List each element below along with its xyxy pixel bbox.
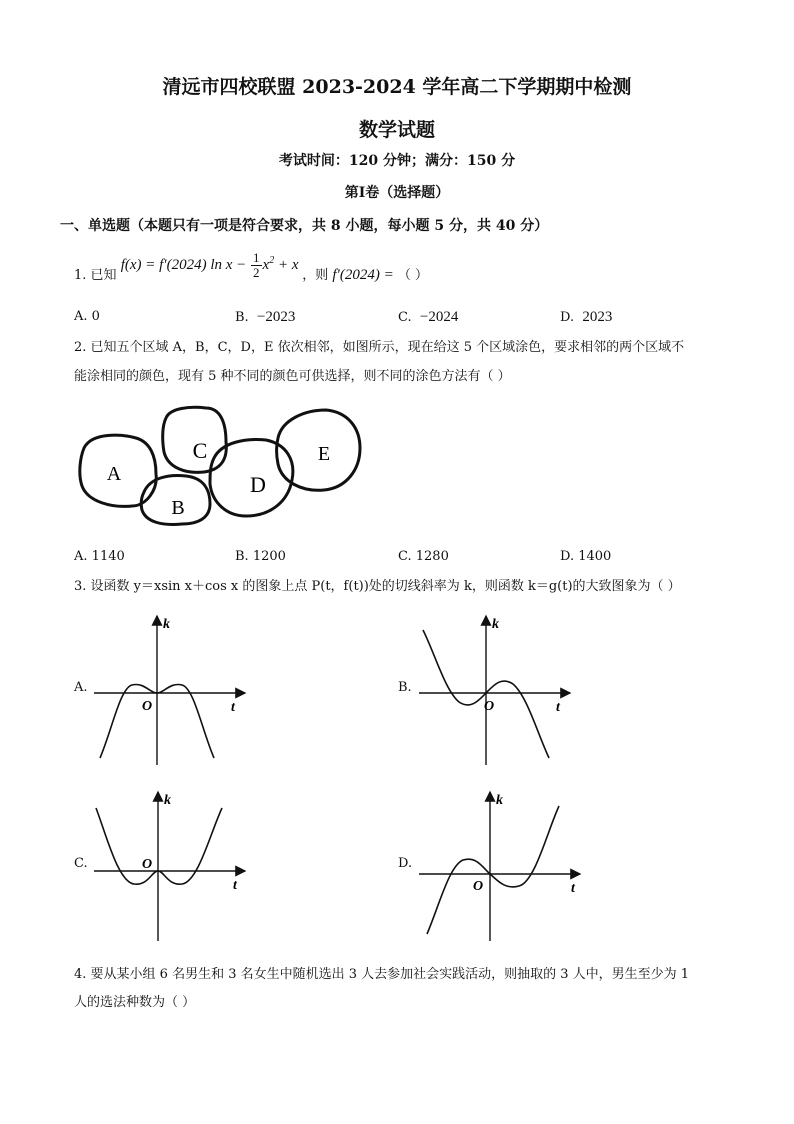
region-map-figure <box>70 398 370 533</box>
q4-line-2: 人的选法种数为（ ） <box>74 995 196 1010</box>
q2-option-d[interactable] <box>560 549 611 564</box>
x-label: t <box>233 878 237 893</box>
q1-paren: （ ） <box>397 268 428 283</box>
origin-label: O <box>484 699 495 714</box>
region-label-d: D <box>250 472 266 497</box>
option-label: A. <box>74 549 88 564</box>
q1-formula-lhs: f(x) = f′(2024) ln x − <box>120 257 247 273</box>
volume-title: 第Ⅰ卷（选择题） <box>344 185 450 201</box>
y-label: k <box>496 793 503 808</box>
q1-option-a[interactable] <box>74 309 100 324</box>
option-label: D. <box>560 549 575 564</box>
option-label: D. <box>560 310 575 325</box>
q1-number: 1. <box>74 268 87 283</box>
q2-option-a[interactable] <box>74 549 125 564</box>
option-text: 1400 <box>578 549 612 564</box>
exam-title: 清远市四校联盟 2023-2024 学年高二下学期期中检测 <box>162 76 632 98</box>
q2-option-b[interactable] <box>235 549 286 564</box>
curve-d <box>427 806 559 934</box>
q1-prefix: 已知 <box>90 268 117 283</box>
q3-graph-a[interactable] <box>90 610 260 770</box>
x-label: t <box>231 700 235 715</box>
q3-option-d-label[interactable]: D. <box>398 856 413 871</box>
question-1 <box>74 250 428 290</box>
q1-ask: f′(2024) = <box>332 267 394 283</box>
origin-label: O <box>142 857 153 872</box>
origin-label: O <box>142 699 153 714</box>
y-label: k <box>492 617 499 632</box>
q3-graph-d[interactable] <box>415 786 590 946</box>
y-label: k <box>164 793 171 808</box>
x-label: t <box>556 700 560 715</box>
q3-graph-b[interactable] <box>415 610 585 770</box>
exam-info: 考试时间：120 分钟；满分：150 分 <box>278 153 516 169</box>
option-label: C. <box>398 310 412 325</box>
q1-mid: ，则 <box>302 268 329 283</box>
option-label: B. <box>235 549 249 564</box>
q1-formula <box>120 250 303 281</box>
region-label-c: C <box>192 438 208 463</box>
q1-option-d[interactable] <box>560 309 612 326</box>
q3-option-c-label[interactable]: C. <box>74 856 88 871</box>
q2-line-2: 能涂相同的颜色，现有 5 种不同的颜色可供选择，则不同的涂色方法有（ ） <box>74 369 511 384</box>
region-label-b: B <box>171 497 185 519</box>
curve-c <box>96 808 222 884</box>
q1-option-b[interactable] <box>235 309 295 326</box>
q1-formula-end: + x <box>277 257 299 273</box>
q3-option-b-label[interactable]: B. <box>398 680 412 695</box>
q1-frac-num: 1 <box>253 250 260 266</box>
option-text: 1280 <box>415 549 449 564</box>
option-label: B. <box>235 310 249 325</box>
option-label: C. <box>398 549 412 564</box>
q2-line-1: 2. 已知五个区域 A，B，C，D，E 依次相邻，如图所示，现在给这 5 个区域涂色，要求相邻的两个区域不 <box>74 340 685 355</box>
origin-label: O <box>473 879 484 894</box>
q1-formula-sup: 2 <box>269 255 275 266</box>
q4-line-1: 4. 要从某小组 6 名男生和 3 名女生中随机选出 3 人去参加社会实践活动，则抽取的 3 人中，男生至少为 1 <box>74 967 690 982</box>
y-label: k <box>163 617 170 632</box>
q3-text: 3. 设函数 y＝xsin x＋cos x 的图象上点 P(t，f(t))处的切线斜率为 k，则函数 k＝g(t)的大致图象为（ ） <box>74 579 681 594</box>
option-text: −2023 <box>256 309 296 325</box>
option-text: −2024 <box>419 309 459 325</box>
option-text: 0 <box>91 309 100 324</box>
q1-frac-den: 2 <box>253 265 260 281</box>
region-label-e: E <box>317 443 331 465</box>
option-text: 1200 <box>252 549 286 564</box>
option-text: 1140 <box>91 549 125 564</box>
q3-graph-c[interactable] <box>90 786 260 946</box>
section-heading: 一、单选题（本题只有一项是符合要求，共 8 小题，每小题 5 分，共 40 分） <box>60 218 549 234</box>
q3-option-a-label[interactable]: A. <box>74 680 88 695</box>
subject-title: 数学试题 <box>358 119 435 141</box>
q1-fraction <box>251 251 262 280</box>
x-label: t <box>571 881 575 896</box>
option-label: A. <box>74 309 88 324</box>
region-label-a: A <box>106 463 122 485</box>
option-text: 2023 <box>582 309 613 325</box>
q2-option-c[interactable] <box>398 549 449 564</box>
q1-formula-tail: x <box>262 257 270 273</box>
q1-option-c[interactable] <box>398 309 458 326</box>
